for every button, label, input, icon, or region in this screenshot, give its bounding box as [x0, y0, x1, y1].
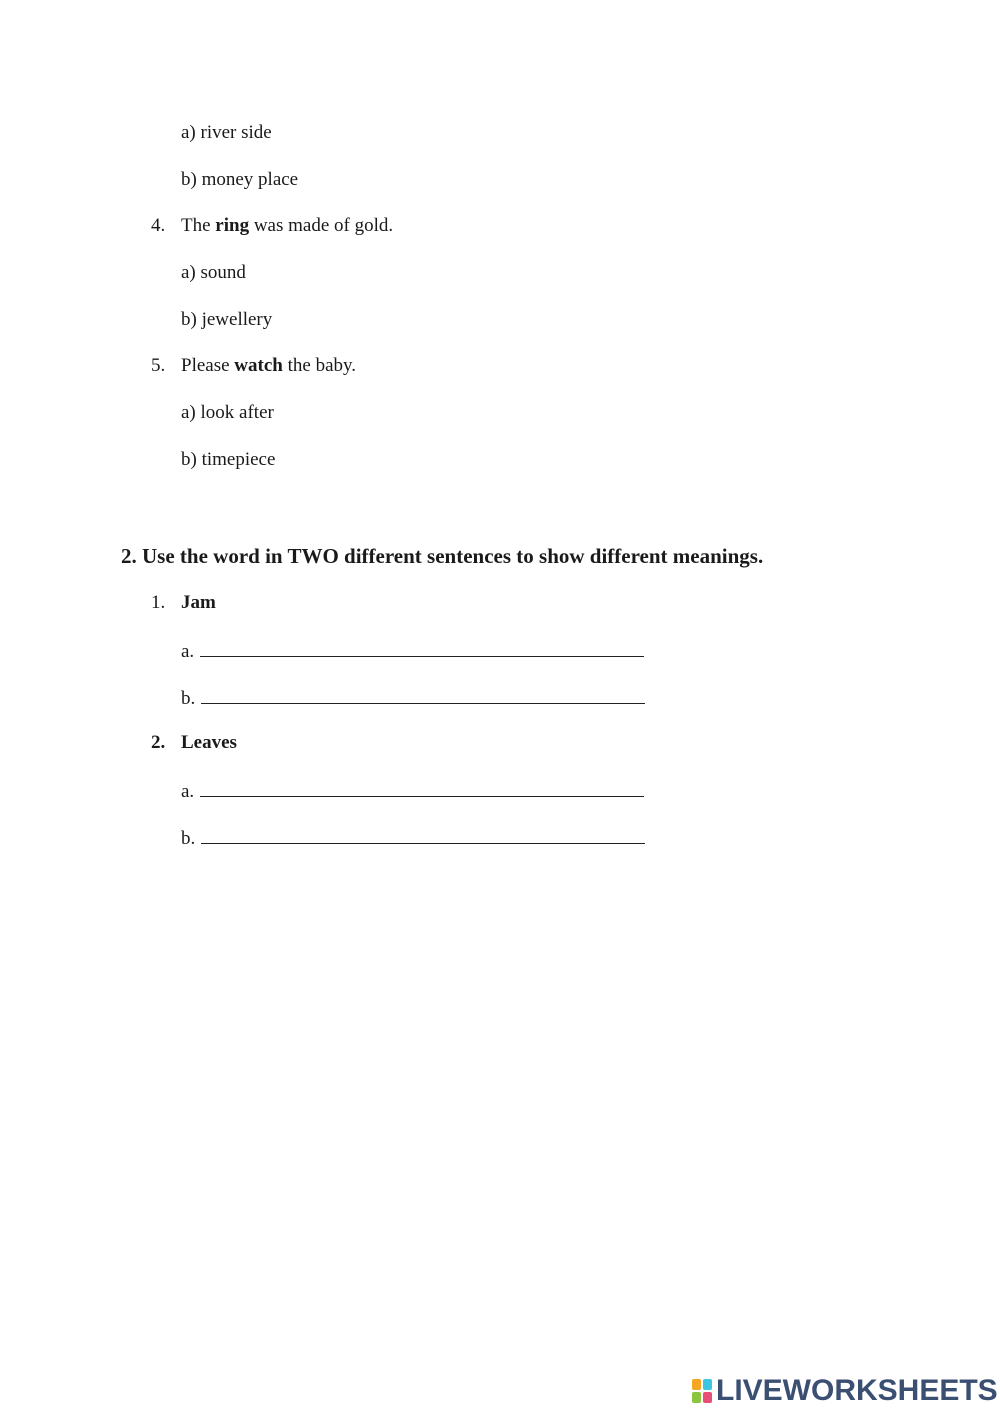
q3-option-a: a) river side	[181, 122, 272, 143]
item1-number: 1.	[151, 592, 166, 613]
item1-line-a-label: a.	[181, 641, 195, 662]
item2-word-text: Leaves	[181, 732, 237, 753]
logo-square-1	[692, 1379, 701, 1390]
logo-square-3	[692, 1392, 701, 1403]
item2-number: 2.	[151, 732, 166, 753]
q5-text-after: the baby.	[282, 355, 357, 376]
q4-keyword: ring	[215, 215, 250, 236]
q5-keyword: watch	[234, 355, 283, 376]
q4-sentence	[181, 214, 393, 238]
q4-option-b: b) jewellery	[181, 309, 273, 330]
item2-line-b-label: b.	[181, 828, 196, 849]
liveworksheets-logo	[692, 1375, 998, 1407]
section2-heading: 2. Use the word in TWO different sentences to show different meanings.	[121, 544, 764, 568]
item1-word-text: Jam	[181, 592, 216, 613]
q4-text-after: was made of gold.	[249, 215, 394, 236]
q4-number: 4.	[151, 215, 166, 236]
q5-option-a: a) look after	[181, 402, 274, 423]
item2-line-a-label: a.	[181, 781, 195, 802]
q4-text-before: The	[181, 215, 216, 236]
item1-word	[181, 591, 216, 615]
q5-text-before: Please	[181, 355, 235, 376]
liveworksheets-logo-icon	[692, 1379, 712, 1403]
q4-option-a: a) sound	[181, 262, 246, 283]
answer-blank[interactable]	[201, 825, 645, 844]
q5-sentence	[181, 354, 356, 378]
logo-square-2	[703, 1379, 712, 1390]
logo-square-4	[703, 1392, 712, 1403]
item1-line-a[interactable]	[181, 638, 644, 664]
item2-line-a[interactable]	[181, 778, 644, 804]
answer-blank[interactable]	[200, 778, 644, 797]
q5-option-b: b) timepiece	[181, 449, 276, 470]
answer-blank[interactable]	[201, 685, 645, 704]
q5-number: 5.	[151, 355, 166, 376]
item1-line-b-label: b.	[181, 688, 196, 709]
item2-line-b[interactable]	[181, 825, 645, 851]
item2-word	[181, 731, 237, 755]
q3-option-b: b) money place	[181, 169, 299, 190]
answer-blank[interactable]	[200, 638, 644, 657]
liveworksheets-logo-text: LIVEWORKSHEETS	[716, 1374, 998, 1407]
item1-line-b[interactable]	[181, 685, 645, 711]
